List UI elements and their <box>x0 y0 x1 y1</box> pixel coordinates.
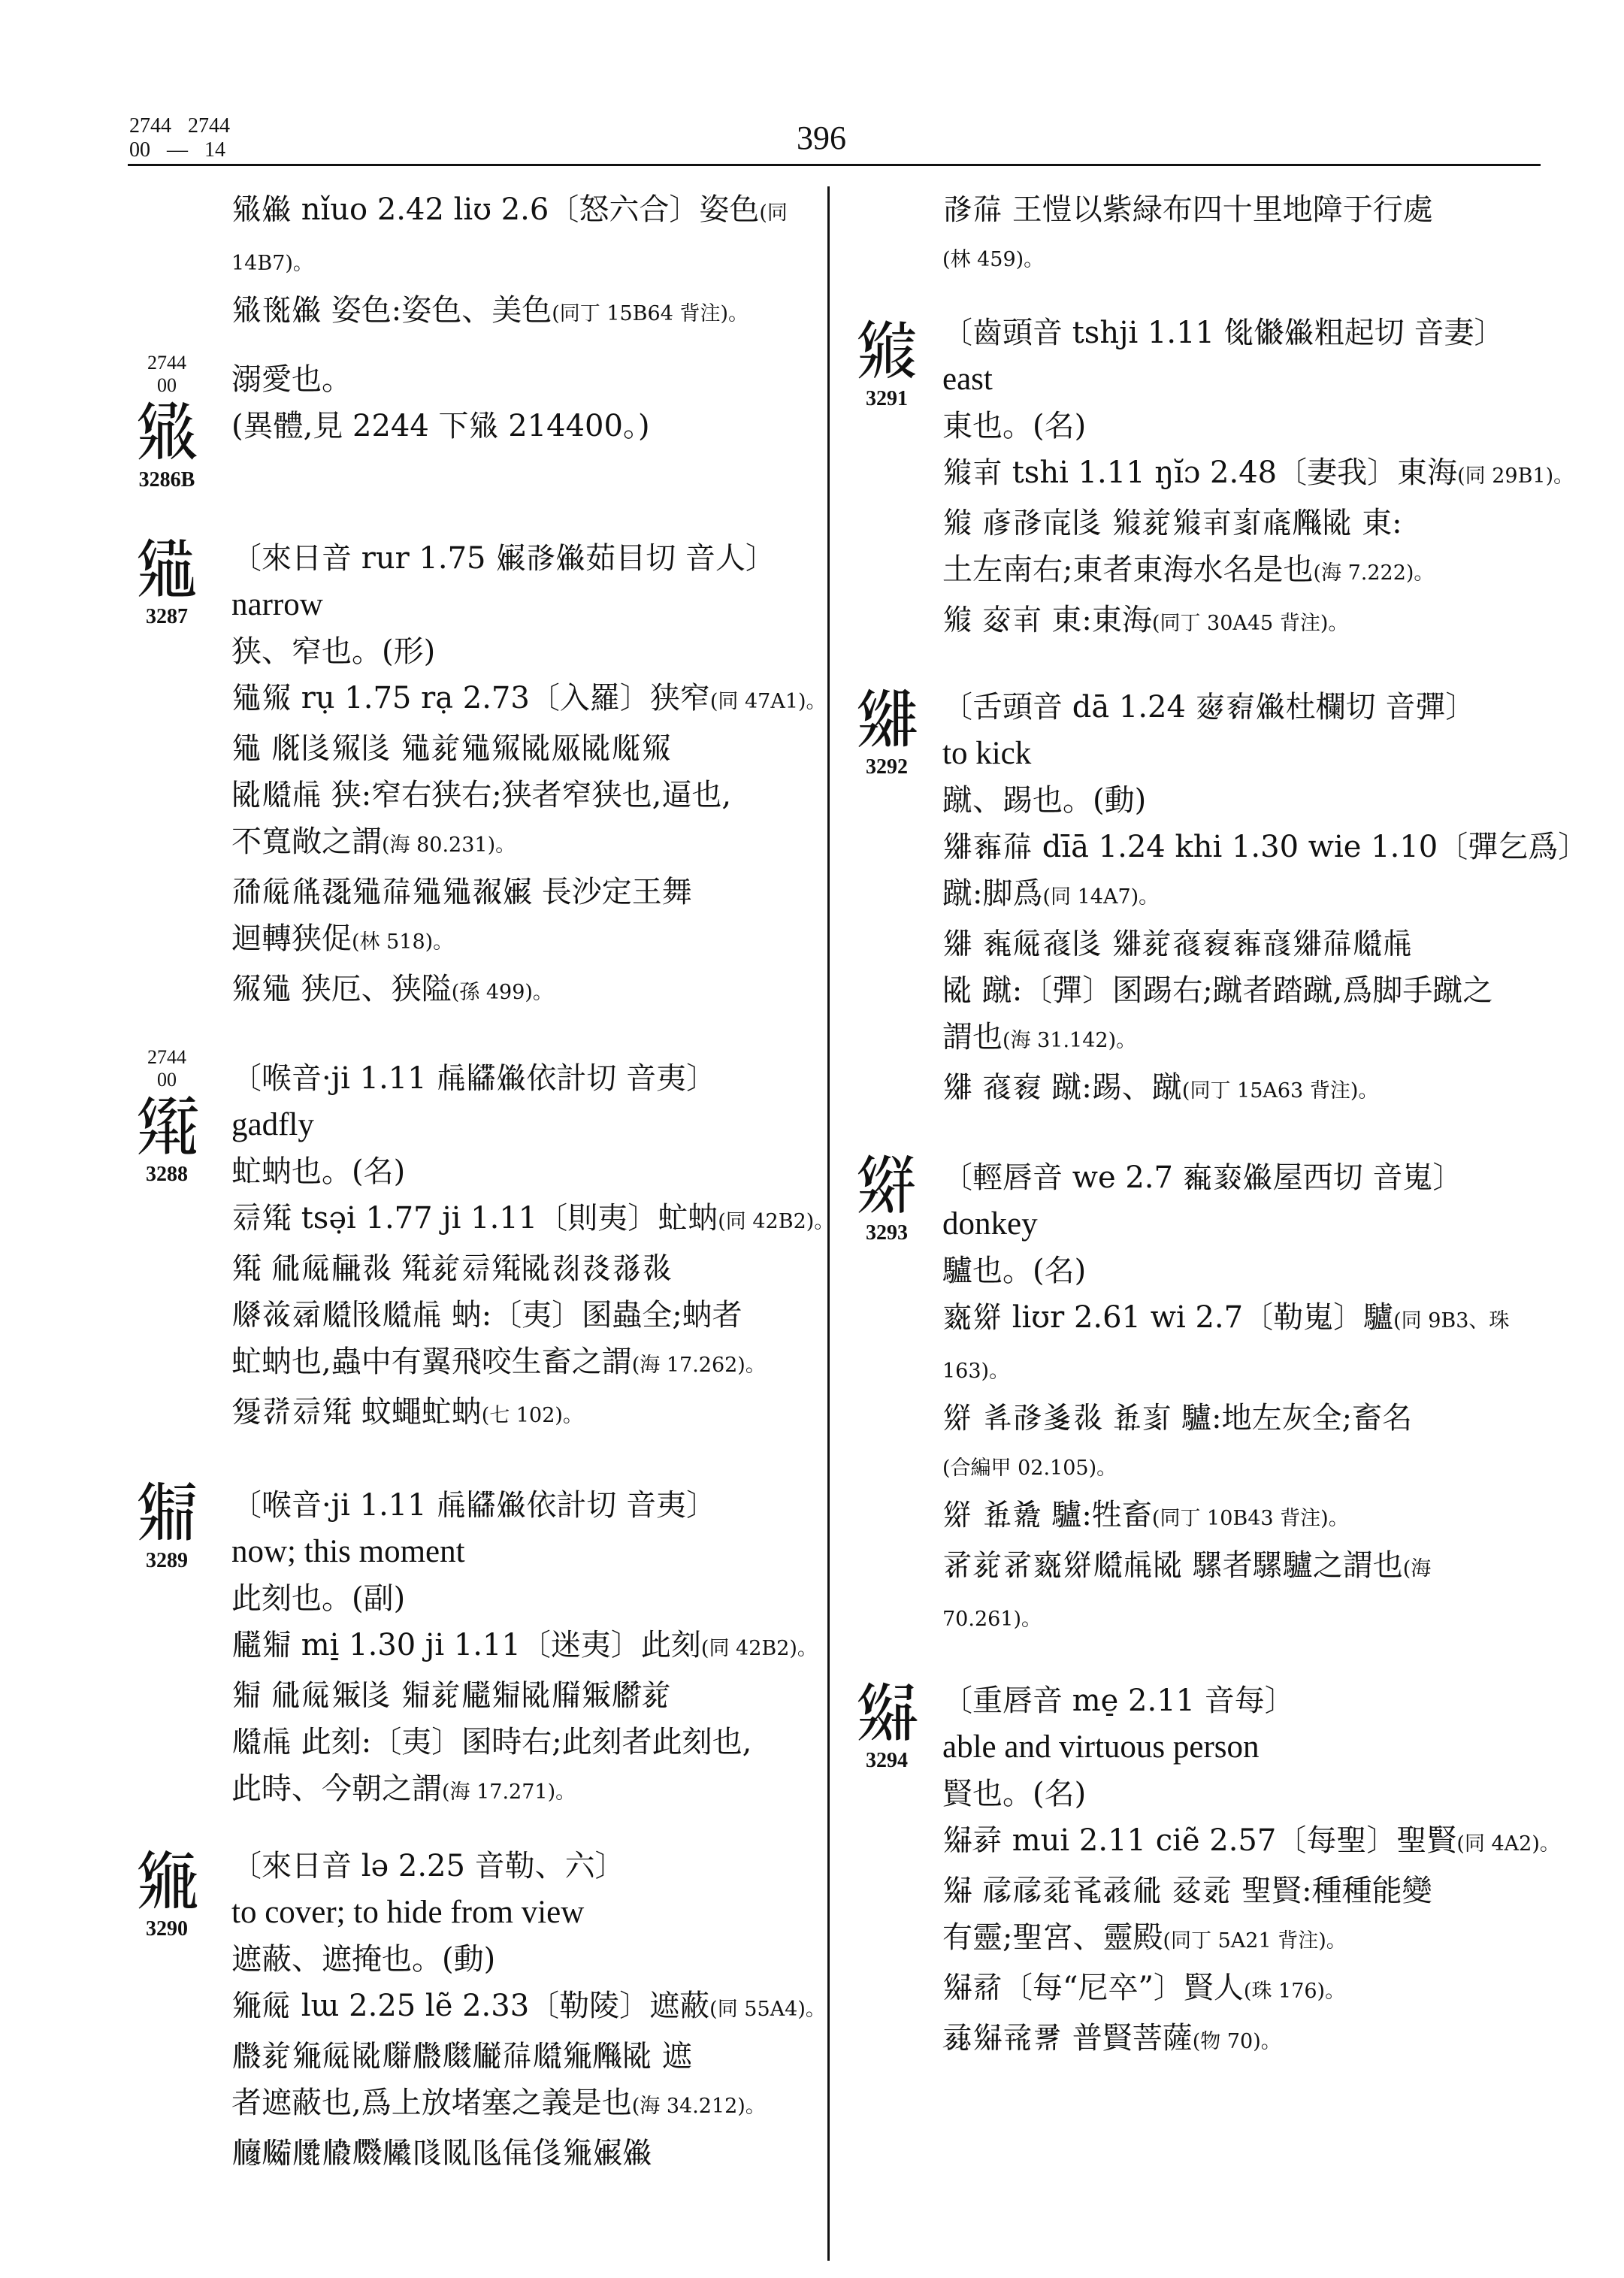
entry-source: (孫 499)。 <box>451 981 553 1004</box>
entry-line: 𗎫𗆮𗍫 狭:窄右狭右;狭者窄狭也,逼也, <box>231 778 732 812</box>
headword-3289 <box>114 1478 219 1572</box>
page-number: 396 <box>797 119 846 156</box>
entry-line: 𗋔𗋓 狭厄、狭隘 <box>231 972 452 1006</box>
entry-source: (同 47A1)。 <box>709 690 827 713</box>
entry-line: 𗆸𗐱𗋙𗏁𗎫𗆹𗆸𗆺𗆻𗗚𗆮𗋙𗆼𗎫 遮 <box>231 2039 692 2074</box>
head-glyph: 𗋒 <box>135 395 199 470</box>
entry-continuation-right <box>942 186 1433 283</box>
entry-3290 <box>231 1843 826 2177</box>
entry-source: (海 80.231)。 <box>382 833 516 857</box>
entry-line: 70.261)。 <box>942 1608 1042 1631</box>
entry-3292 <box>942 684 1588 1115</box>
entry-source: (七 102)。 <box>481 1404 583 1427</box>
entry-line: 〔齒頭音 tshji 1.11 𗇈𗇉𗏹粗起切 音妻〕 <box>942 316 1505 350</box>
headword-3291 <box>834 316 939 410</box>
entry-source: (珠 176)。 <box>1243 1980 1346 2003</box>
entry-source: (林 518)。 <box>352 930 454 954</box>
entry-line: 〔來日音 lə 2.25 音勒、六〕 <box>231 1849 625 1883</box>
head-glyph: 𗋚 <box>854 314 919 389</box>
header-code-bottom-right: 14 <box>204 138 225 162</box>
entry-source: (海 7.222)。 <box>1313 561 1435 585</box>
head-number: 3289 <box>146 1549 188 1572</box>
entry-line: 𗇙𗋜 liʊr 2.61 wi 2.7〔勒嵬〕驢 <box>942 1300 1394 1335</box>
entry-source: (同丁 10B43 背注)。 <box>1151 1507 1349 1530</box>
entry-3289 <box>231 1482 818 1816</box>
entry-line: 𗋕 𗏀𗏁𗍳𗖃 𗋕𗐱𗄂𗋕𗎫𗖄𗖅𗖆𗖃 <box>231 1251 672 1286</box>
english-gloss: able and virtuous person <box>942 1729 1260 1765</box>
entry-line: 𗋝𗇦〔每“尼卒”〕賢人 <box>942 1971 1244 2005</box>
head-number: 3293 <box>866 1221 908 1245</box>
entry-source: (海 17.262)。 <box>631 1354 766 1377</box>
headword-3292 <box>834 684 939 779</box>
entry-source: (同 14A7)。 <box>1042 885 1160 909</box>
entry-line: 𗇧𗋝𗇨𗇩 普賢菩薩 <box>942 2021 1193 2056</box>
entry-source: (海 17.271)。 <box>442 1780 576 1804</box>
entry-source: (同 55A4)。 <box>709 1998 826 2021</box>
head-code-top: 2744 <box>147 352 186 374</box>
english-gloss: to cover; to hide from view <box>231 1895 585 1930</box>
entry-3286B <box>231 356 650 449</box>
entry-line: 遮蔽、遮掩也。(動) <box>231 1942 496 1977</box>
entry-3294 <box>942 1677 1560 2065</box>
headword-3293 <box>834 1150 939 1245</box>
english-gloss: narrow <box>231 587 323 622</box>
entry-line: 𗋗 𗏀𗏁𗋘𗁅 𗋗𗐱𗆵𗋗𗎫𗆶𗋘𗆷𗐱 <box>231 1678 672 1713</box>
headword-3294 <box>834 1677 939 1772</box>
entry-line: 〔重唇音 me̠ 2.11 音每〕 <box>942 1684 1295 1718</box>
entry-source: (同 4A2)。 <box>1456 1832 1560 1856</box>
header-code-dash: — <box>167 138 188 162</box>
entry-line: 𗇞𗐱𗇞𗇙𗋜𗆮𗍫𗎫 騾者騾驢之謂也 <box>942 1548 1403 1583</box>
entry-line: 〔喉音·ji 1.11 𗍫𗎳𗏹依計切 音夷〕 <box>231 1061 717 1096</box>
entry-source: (同丁 15A63 背注)。 <box>1181 1079 1379 1103</box>
entry-3287 <box>231 535 827 1016</box>
head-number: 3288 <box>146 1163 188 1186</box>
entry-3288 <box>231 1055 834 1439</box>
entry-3291 <box>942 310 1574 647</box>
entry-line: 𗋛 𗇔𗇕 蹴:踢、蹴 <box>942 1070 1182 1105</box>
entry-source: (同 42B2)。 <box>718 1210 835 1233</box>
headword-3288 <box>114 1046 219 1186</box>
entry-line: 𗆵𗋗 mi̠ 1.30 ji 1.11〔迷夷〕此刻 <box>231 1628 701 1662</box>
entry-source: (同 29B1)。 <box>1457 464 1574 488</box>
head-glyph: 𗋕 <box>135 1090 199 1165</box>
entry-line: 東也。(名) <box>942 409 1087 443</box>
entry-line: 蹴、踢也。(動) <box>942 783 1147 818</box>
entry-line: 𗆮𗍫 此刻:〔夷〕圂時右;此刻者此刻也, <box>231 1725 752 1759</box>
entry-line: 𗋛 𗇓𗏁𗇔𗁅 𗋛𗐱𗇔𗇕𗇒𗇖𗋛𗗚𗆮𗍫 <box>942 927 1413 961</box>
entry-line: 𗄂𗋕 tsə̣i 1.77 ji 1.11〔則夷〕虻蚋 <box>231 1201 718 1236</box>
cont-source: (同 <box>759 201 788 225</box>
entry-line: 〔舌頭音 dā 1.24 𗇐𗇑𗏹杜欄切 音彈〕 <box>942 690 1476 725</box>
entry-source: (海 31.142)。 <box>1003 1029 1137 1052</box>
header-rule <box>128 164 1541 166</box>
entry-line: 𗋝 𗇠𗇠𗇡𗇢𗇣𗏀 𗇤𗇥 聖賢:種種能變 <box>942 1874 1432 1908</box>
entry-line: 驢也。(名) <box>942 1254 1087 1288</box>
head-number: 3294 <box>866 1749 908 1772</box>
entry-line: 163)。 <box>942 1360 1010 1383</box>
entry-line: 不寬敞之謂 <box>231 824 382 859</box>
head-code-top: 2744 <box>147 1046 186 1068</box>
entry-line: 狭、窄也。(形) <box>231 634 436 669</box>
entry-source: (海 34.212)。 <box>631 2095 766 2118</box>
entry-line: 者遮蔽也,爲上放堵塞之義是也 <box>231 2086 632 2120</box>
header-code-bottom-left: 00 <box>129 138 150 162</box>
english-gloss: east <box>942 362 993 397</box>
english-gloss: to kick <box>942 736 1032 771</box>
head-glyph: 𗋗 <box>135 1476 199 1551</box>
head-number: 3290 <box>146 1917 188 1941</box>
entry-line: 𗋓 𗅋𗁅𗋔𗁅 𗋓𗐱𗋓𗋔𗎫𗄢𗎫𗅉𗋔 <box>231 731 672 766</box>
cont-source: (同丁 15B64 背注)。 <box>552 302 748 325</box>
head-code-bottom: 00 <box>157 1069 177 1091</box>
entry-line: 𗋚𗇊 tshi 1.11 ŋĭɔ 2.48〔妻我〕東海 <box>942 455 1458 490</box>
head-number: 3291 <box>866 387 908 410</box>
entry-line: 賢也。(名) <box>942 1777 1087 1811</box>
head-glyph: 𗋝 <box>854 1676 919 1751</box>
entry-line: 虻蚋也,蟲中有翼飛咬生畜之謂 <box>231 1345 632 1379</box>
entry-line: 〔喉音·ji 1.11 𗍫𗎳𗏹依計切 音夷〕 <box>231 1488 717 1523</box>
entry-line: 𗗙𗏁𗎿𗖰𗋓𗗚𗋓𗋓𗖱𗏷 長沙定王舞 <box>231 875 692 909</box>
entry-line: 𗋚 𗇋𗰔𗇌𗁅 𗋚𗐱𗋚𗇊𗇍𗇎𗆼𗎫 東: <box>942 506 1402 540</box>
entry-source: (同丁 5A21 背注)。 <box>1163 1929 1347 1953</box>
entry-line: 𗋜 𗇜𗇝 驢:牲畜 <box>942 1498 1152 1532</box>
entry-line: 𗋓𗋔 rụ 1.75 rạ 2.73〔入羅〕狭窄 <box>231 681 710 715</box>
cont-line: 𗰔𗗚 王愷以紫緑布四十里地障于行處 <box>942 192 1433 227</box>
cont-line: 14B7)。 <box>231 252 313 275</box>
entry-line: 迴轉狭促 <box>231 921 352 956</box>
entry-line: (合編甲 02.105)。 <box>942 1457 1117 1480</box>
entry-source: (物 70)。 <box>1192 2030 1281 2053</box>
english-gloss: gadfly <box>231 1107 314 1142</box>
header-code-top-right: 2744 <box>188 114 230 138</box>
entry-line: 𗆛𗐲𗄃𗆮𗁆𗆮𗍫 蚋:〔夷〕圂蟲全;蚋者 <box>231 1298 742 1333</box>
head-glyph: 𗋓 <box>135 532 199 607</box>
cont-line: 𗋒𗍊𗏹 姿色:姿色、美色 <box>231 293 552 328</box>
entry-line: (異體,見 2244 下𗋒 214400。) <box>231 409 650 443</box>
entry-line: 蹴:脚爲 <box>942 876 1043 911</box>
entry-source: (海 <box>1402 1557 1432 1581</box>
entry-line: 〔輕唇音 we 2.7 𗇗𗇘𗏹屋西切 音嵬〕 <box>942 1160 1463 1195</box>
entry-line: 𗋝𗇟 mui 2.11 ciẽ 2.57〔每聖〕聖賢 <box>942 1823 1457 1858</box>
entry-line: 謂也 <box>942 1020 1003 1054</box>
head-glyph: 𗋛 <box>854 682 919 758</box>
head-number: 3287 <box>146 605 188 628</box>
english-gloss: now; this moment <box>231 1534 465 1569</box>
header-code-top-left: 2744 <box>129 114 171 138</box>
entry-3293 <box>942 1154 1509 1643</box>
entry-line: 𗋜 𗇚𗰔𗇛𗖃 𗇜𗇍 驢:地左灰全;畜名 <box>942 1401 1413 1435</box>
head-code-bottom: 00 <box>157 374 177 396</box>
cont-line: 𗋒𗏹 nǐuo 2.42 liʊ 2.6〔怒六合〕姿色 <box>231 192 760 227</box>
entry-line: 𗋚 𗇏𗇊 東:東海 <box>942 603 1152 637</box>
entry-line: 此刻也。(副) <box>231 1581 406 1616</box>
entry-line: 此時、今朝之謂 <box>231 1771 442 1806</box>
head-glyph: 𗋜 <box>854 1148 919 1224</box>
entry-source: (同 42B2)。 <box>700 1637 818 1660</box>
entry-line: 溺愛也。 <box>231 362 352 397</box>
entry-line: 𗎫 蹴:〔彈〕圂踢右;蹴者踏蹴,爲脚手蹴之 <box>942 973 1493 1008</box>
head-number: 3286B <box>138 468 195 492</box>
entry-line: 𗆽𗆾𗆿𗇀𗇁𗇂𗇃𗇄𗇅𗇆𗇇𗋙𗏷𗏹 <box>231 2136 652 2171</box>
english-gloss: donkey <box>942 1206 1038 1242</box>
entry-line: 〔來日音 rur 1.75 𗏷𗰔𗏹茹目切 音人〕 <box>231 541 776 576</box>
headword-3287 <box>114 534 219 628</box>
entry-line: 土左南右;東者東海水名是也 <box>942 552 1314 587</box>
entry-line: 虻蚋也。(名) <box>231 1154 406 1189</box>
entry-line: 𗋙𗏁 lɯ 2.25 lẽ 2.33〔勒陵〕遮蔽 <box>231 1989 710 2023</box>
entry-line: 𗋖𗖇𗄂𗋕 蚊蠅虻蚋 <box>231 1395 482 1429</box>
cont-source: (林 459)。 <box>942 248 1045 271</box>
entry-line: 𗋛𗇒𗗚 dīā 1.24 khi 1.30 wie 1.10〔彈乞爲〕 <box>942 830 1589 864</box>
head-number: 3292 <box>866 755 908 779</box>
headword-3286B <box>114 352 219 492</box>
head-glyph: 𗋙 <box>135 1844 199 1920</box>
entry-source: (同丁 30A45 背注)。 <box>1151 612 1349 635</box>
header-codes <box>129 114 230 162</box>
entry-line: 有靈;聖宮、靈殿 <box>942 1920 1163 1955</box>
entry-continuation-left <box>231 186 788 337</box>
headword-3290 <box>114 1846 219 1941</box>
entry-source: (同 9B3、珠 <box>1393 1309 1510 1333</box>
